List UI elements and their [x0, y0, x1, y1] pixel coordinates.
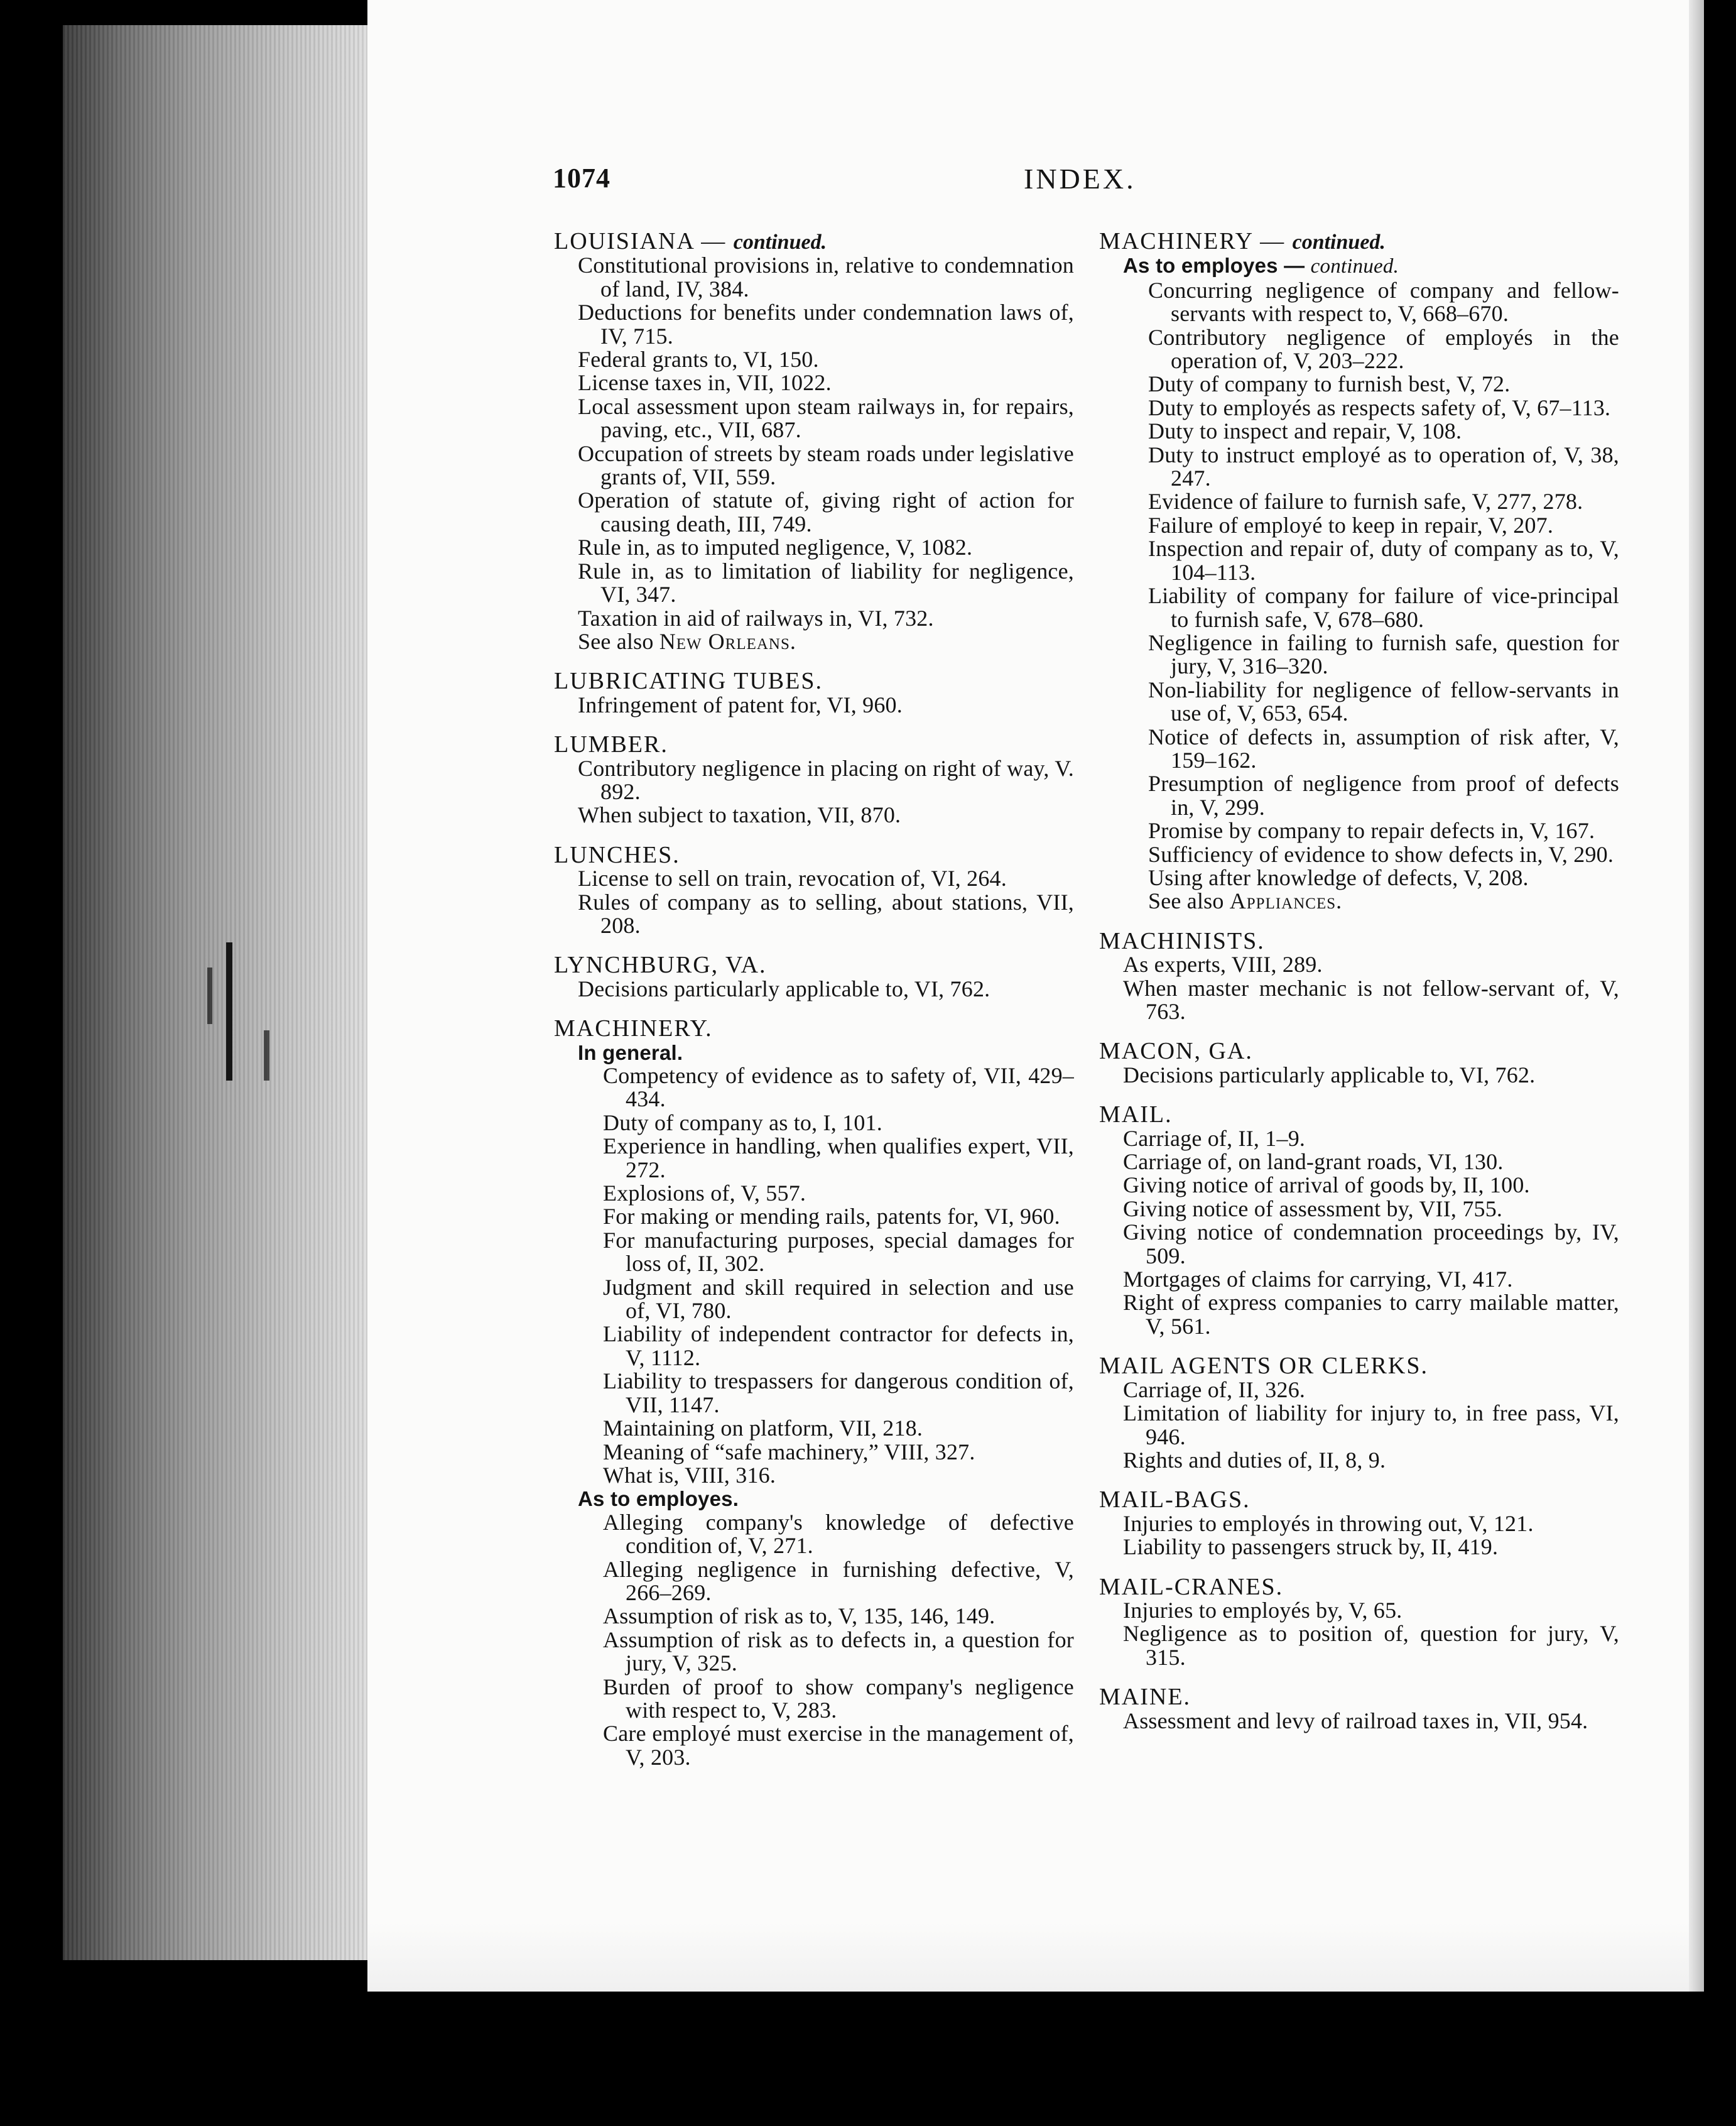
index-item: License taxes in, VII, 1022. — [578, 370, 832, 396]
subsection-heading — [1098, 254, 1619, 278]
index-item: Local assessment upon steam railways in, for repairs, paving, etc., VII, 687. — [578, 393, 1074, 443]
spine-mark — [264, 1030, 269, 1081]
index-item: Duty to inspect and repair, V, 108. — [1148, 418, 1462, 444]
index-item: Non-liability for negligence of fellow-servants in use of, V, 653, 654. — [1148, 677, 1619, 726]
entry-heading-text: MACHINISTS. — [1099, 927, 1265, 954]
index-item: Giving notice of condemnation proceedings by, IV, 509. — [1123, 1219, 1619, 1268]
index-item: Contributory negligence of employés in the operation of, V, 203–222. — [1148, 324, 1619, 374]
entry-heading — [1098, 1103, 1619, 1126]
index-entry — [553, 1017, 1074, 1769]
index-item: Sufficiency of evidence to show defects in, V, 290. — [1148, 841, 1614, 867]
entry-heading-text: MACHINERY. — [554, 1015, 713, 1042]
index-item: Alleging company's knowledge of defective condition of, V, 271. — [603, 1509, 1074, 1559]
index-item: Inspection and repair of, duty of company as to, V, 104–113. — [1148, 536, 1619, 585]
index-item: Liability to passengers struck by, II, 419. — [1123, 1534, 1499, 1560]
entry-heading — [553, 733, 1074, 756]
index-item: Judgment and skill required in selection and use of, VI, 780. — [603, 1274, 1074, 1324]
entry-heading-text: LUMBER. — [554, 731, 668, 758]
index-item: Meaning of “safe machinery,” VIII, 327. — [603, 1439, 975, 1464]
see-also-reference — [1098, 890, 1619, 913]
index-item: Occupation of streets by steam roads under legislative grants of, VII, 559. — [578, 440, 1074, 490]
index-item: Assumption of risk as to, V, 135, 146, 149. — [603, 1603, 995, 1629]
index-item: Notice of defects in, assumption of risk after, V, 159–162. — [1148, 724, 1619, 773]
index-item: When subject to taxation, VII, 870. — [578, 802, 901, 828]
continued-label: continued. — [1310, 255, 1399, 278]
index-entry — [1098, 1686, 1619, 1733]
index-item: Rule in, as to imputed negligence, V, 1082. — [578, 535, 973, 560]
index-item: For manufacturing purposes, special damages for loss of, II, 302. — [603, 1227, 1074, 1277]
index-item: As experts, VIII, 289. — [1123, 952, 1323, 978]
see-also-prefix: See also — [1148, 888, 1230, 914]
index-item: Decisions particularly applicable to, VI, 762. — [1123, 1062, 1536, 1088]
index-item: Injuries to employés by, V, 65. — [1123, 1597, 1402, 1623]
index-item: Liability of company for failure of vice-principal to furnish safe, V, 678–680. — [1148, 583, 1619, 632]
entry-heading — [553, 1017, 1074, 1040]
index-item: Operation of statute of, giving right of action for causing death, III, 749. — [578, 488, 1074, 537]
index-column-left — [553, 230, 1074, 1774]
index-item: License to sell on train, revocation of, VI, 264. — [578, 866, 1007, 891]
entry-heading — [1098, 1355, 1619, 1378]
index-item: Giving notice of assessment by, VII, 755. — [1123, 1196, 1503, 1221]
index-item: Burden of proof to show company's negligence with respect to, V, 283. — [603, 1674, 1074, 1723]
entry-heading-text: MACON, GA. — [1099, 1038, 1253, 1065]
index-item: Duty of company as to, I, 101. — [603, 1109, 882, 1135]
subsection-title: In general. — [578, 1040, 683, 1064]
entry-heading — [553, 954, 1074, 977]
subsection-title: As to employes. — [578, 1487, 739, 1511]
entry-heading — [1098, 230, 1619, 254]
index-item: Giving notice of arrival of goods by, II, 100. — [1123, 1172, 1530, 1198]
entry-heading-text: MACHINERY — — [1099, 228, 1293, 254]
index-entry — [553, 841, 1074, 938]
subsection-title: As to employes — — [1123, 254, 1311, 278]
index-entry — [1098, 1103, 1619, 1338]
entry-heading-text: MAINE. — [1099, 1684, 1191, 1711]
subsection-heading — [553, 1487, 1074, 1510]
index-item: Contributory negligence in placing on right of way, V. 892. — [578, 755, 1074, 804]
subsection-heading — [553, 1041, 1074, 1064]
index-entry — [1098, 927, 1619, 1024]
index-item: Concurring negligence of company and fellow-servants with respect to, V, 668–670. — [1148, 277, 1619, 327]
spine-mark — [207, 968, 212, 1024]
entry-heading-text: LUBRICATING TUBES. — [554, 668, 823, 695]
spine-mark — [226, 942, 232, 1081]
entry-heading — [1098, 1040, 1619, 1063]
index-entry — [1098, 1573, 1619, 1670]
index-entry — [1098, 230, 1619, 913]
index-item: Liability of independent contractor for defects in, V, 1112. — [603, 1321, 1074, 1370]
index-item: Duty of company to furnish best, V, 72. — [1148, 371, 1511, 397]
index-item: Rule in, as to limitation of liability for negligence, VI, 347. — [578, 558, 1074, 608]
index-item: Failure of employé to keep in repair, V, 207. — [1148, 512, 1554, 538]
page-right-edge — [1689, 0, 1704, 1992]
index-entry — [553, 954, 1074, 1001]
index-entry — [553, 230, 1074, 653]
index-item: Evidence of failure to furnish safe, V, 277, 278. — [1148, 489, 1583, 515]
index-item: Assessment and levy of railroad taxes in, VII, 954. — [1123, 1708, 1588, 1733]
entry-heading-text: LYNCHBURG, VA. — [554, 952, 767, 979]
index-item: Competency of evidence as to safety of, VII, 429–434. — [603, 1063, 1074, 1112]
entry-heading-text: MAIL-CRANES. — [1099, 1573, 1284, 1600]
index-item: When master mechanic is not fellow-servant of, V, 763. — [1123, 975, 1619, 1024]
index-item: Carriage of, on land-grant roads, VI, 130. — [1123, 1149, 1504, 1175]
entry-heading-text: MAIL AGENTS OR CLERKS. — [1099, 1353, 1428, 1380]
index-item: Carriage of, II, 326. — [1123, 1376, 1306, 1402]
index-item: Maintaining on platform, VII, 218. — [603, 1415, 923, 1441]
index-item: Injuries to employés in throwing out, V, 121. — [1123, 1510, 1534, 1536]
index-item: Limitation of liability for injury to, in free pass, VI, 946. — [1123, 1400, 1619, 1449]
index-item: Care employé must exercise in the management of, V, 203. — [603, 1721, 1074, 1770]
entry-heading — [553, 841, 1074, 868]
index-item: Explosions of, V, 557. — [603, 1180, 806, 1206]
see-also-target: New Orleans. — [659, 628, 796, 654]
index-item: Promise by company to repair defects in, V, 167. — [1148, 818, 1595, 844]
continued-label: continued. — [733, 231, 827, 254]
index-item: Deductions for benefits under condemnation laws of, IV, 715. — [578, 300, 1074, 349]
index-item: Experience in handling, when qualifies expert, VII, 272. — [603, 1133, 1074, 1182]
entry-heading — [1098, 927, 1619, 954]
index-item: Carriage of, II, 1–9. — [1123, 1125, 1306, 1151]
index-entry — [553, 670, 1074, 717]
index-item: Taxation in aid of railways in, VI, 732. — [578, 605, 934, 631]
index-item: Alleging negligence in furnishing defective, V, 266–269. — [603, 1556, 1074, 1605]
running-head: INDEX. — [1024, 163, 1136, 195]
entry-heading — [553, 230, 1074, 254]
index-item: Assumption of risk as to defects in, a question for jury, V, 325. — [603, 1627, 1074, 1676]
page-header — [553, 162, 1633, 200]
index-item: Liability to trespassers for dangerous condition of, VII, 1147. — [603, 1368, 1074, 1417]
index-item: Decisions particularly applicable to, VI, 762. — [578, 976, 990, 1001]
index-item: Negligence in failing to furnish safe, question for jury, V, 316–320. — [1148, 630, 1619, 679]
entry-heading-text: LOUISIANA — — [554, 228, 734, 254]
index-entry — [1098, 1355, 1619, 1472]
index-item: Duty to employés as respects safety of, V, 67–113. — [1148, 395, 1611, 420]
index-item: Federal grants to, VI, 150. — [578, 347, 819, 373]
index-item: Duty to instruct employé as to operation of, V, 38, 247. — [1148, 442, 1619, 491]
index-item: Using after knowledge of defects, V, 208. — [1148, 864, 1529, 890]
entry-heading-text: MAIL-BAGS. — [1099, 1486, 1250, 1513]
index-item: Rights and duties of, II, 8, 9. — [1123, 1447, 1386, 1473]
index-item: Rules of company as to selling, about stations, VII, 208. — [578, 889, 1074, 938]
index-column-right — [1098, 230, 1619, 1737]
index-item: For making or mending rails, patents for, VI, 960. — [603, 1204, 1060, 1229]
continued-label: continued. — [1292, 231, 1386, 254]
index-item: Right of express companies to carry mailable matter, V, 561. — [1123, 1290, 1619, 1339]
see-also-target: Appliances. — [1229, 888, 1343, 914]
index-item: Constitutional provisions in, relative to condemnation of land, IV, 384. — [578, 253, 1074, 302]
index-item: Mortgages of claims for carrying, VI, 417. — [1123, 1267, 1513, 1292]
index-item: What is, VIII, 316. — [603, 1462, 776, 1488]
entry-heading-text: MAIL. — [1099, 1101, 1173, 1128]
see-also-reference — [553, 630, 1074, 653]
index-item: Infringement of patent for, VI, 960. — [578, 692, 903, 717]
entry-heading — [1098, 1686, 1619, 1709]
index-item: Negligence as to position of, question for jury, V, 315. — [1123, 1621, 1619, 1670]
page-bottom-edge — [367, 1922, 1704, 1992]
entry-heading — [553, 670, 1074, 693]
index-item: Presumption of negligence from proof of defects in, V, 299. — [1148, 771, 1619, 820]
entry-heading — [1098, 1488, 1619, 1512]
index-entry — [1098, 1488, 1619, 1559]
index-entry — [553, 733, 1074, 827]
entry-heading-text: LUNCHES. — [554, 841, 680, 868]
index-entry — [1098, 1040, 1619, 1087]
page-number: 1074 — [553, 163, 610, 194]
see-also-prefix: See also — [578, 628, 659, 654]
entry-heading — [1098, 1573, 1619, 1600]
